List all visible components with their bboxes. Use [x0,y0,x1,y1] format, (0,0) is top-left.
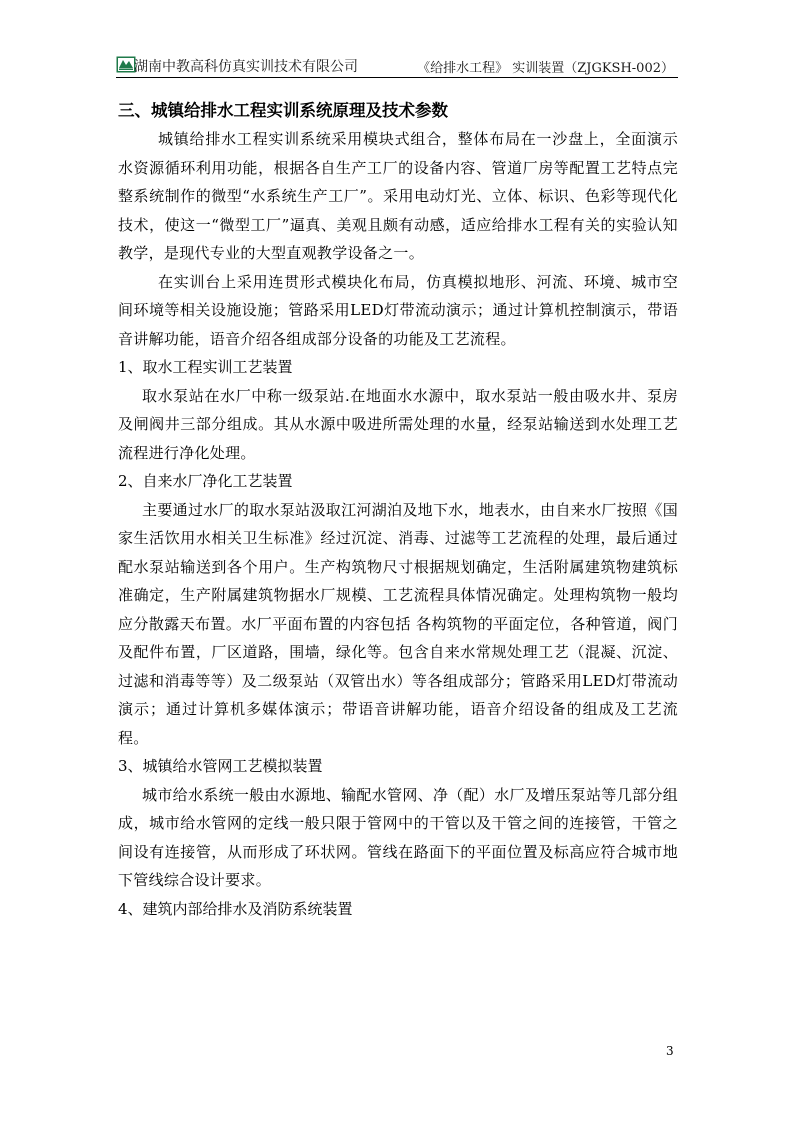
page-header [116,52,678,78]
section-title: 三、城镇给排水工程实训系统原理及技术参数 [118,101,448,120]
document-reference: 《给排水工程》 实训装置（ZJGKSH-002） [417,61,674,76]
intro-paragraph-1: 城镇给排水工程实训系统采用模块式组合，整体布局在一沙盘上，全面演示水资源循环利用功能，根据各自生产工厂的设备内容、管道厂房等配置工艺特点完整系统制作的微型“水系统生产工厂”。采用电动灯光、立体、标识、色彩等现代化技术，使这一“微型工厂”逼真、美观且颇有动感，适应给排水工程有关的实验认知教学，是现代专业的大型直观教学设备之一。 [118,130,678,262]
item-1-body: 取水泵站在水厂中称一级泵站.在地面水水源中，取水泵站一般由吸水井、泵房及闸阀井三部分组成。其从水源中吸进所需处理的水量，经泵站输送到水处理工艺流程进行净化处理。 [118,386,678,462]
item-1-title: 1、取水工程实训工艺装置 [118,358,293,376]
item-4-title: 4、建筑内部给排水及消防系统装置 [118,899,353,918]
item-2-body: 主要通过水厂的取水泵站汲取江河湖泊及地下水，地表水，由自来水厂按照《国家生活饮用水相关卫生标准》经过沉淀、消毒、过滤等工艺流程的处理，最后通过配水泵站输送到各个用户。生产构筑物尺寸根据规划确定，生活附属建筑物建筑标准确定，生产附属建筑物据水厂规模、工艺流程具体情况确定。处理构筑物一般均应分散露天布置。水厂平面布置的内容包括 各构筑物的平面定位，各种管道，阀门及配件布置，厂区道路，围墙，绿化等。包含自来水常规处理工艺（混凝、沉淀、过滤和消毒等等）及二级泵站（双管出水）等各组成部分；管路采用LED灯带流动演示；通过计算机多媒体演示；带语音讲解功能，语音介绍设备的组成及工艺流程。 [118,500,678,747]
intro-paragraph-2: 在实训台上采用连贯形式模块化布局，仿真模拟地形、河流、环境、城市空间环境等相关设施设施；管路采用LED灯带流动演示；通过计算机控制演示，带语音讲解功能，语音介绍各组成部分设备的功能及工艺流程。 [118,272,678,348]
header-rule [116,77,678,78]
company-logo-icon [116,56,136,73]
item-3-body: 城市给水系统一般由水源地、输配水管网、净（配）水厂及增压泵站等几部分组成，城市给水管网的定线一般只限于管网中的干管以及干管之间的连接管，干管之间设有连接管，从而形成了环状网。管线在路面下的平面位置及标高应符合城市地下管线综合设计要求。 [118,785,678,889]
page-number: 3 [666,1044,674,1058]
item-2-title: 2、自来水厂净化工艺装置 [118,472,293,490]
company-name: 湖南中教高科仿真实训技术有限公司 [134,59,358,75]
item-3-title: 3、城镇给水管网工艺模拟装置 [118,757,323,775]
page-body [118,97,678,923]
